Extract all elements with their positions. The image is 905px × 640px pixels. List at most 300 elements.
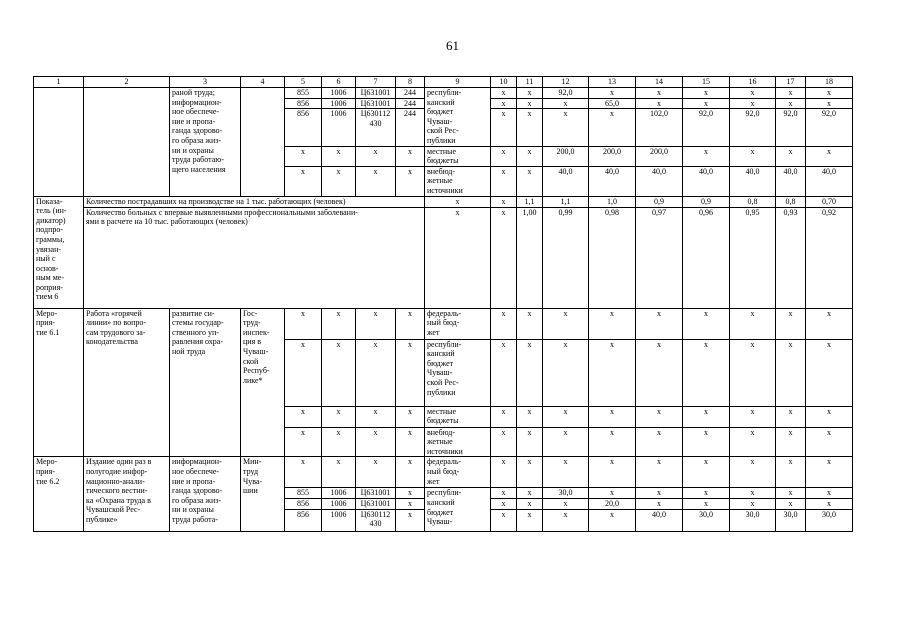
column-number: 2 <box>84 77 170 88</box>
budget-code <box>356 88 396 147</box>
sub-lines <box>356 147 395 157</box>
budget-code: x <box>356 406 396 427</box>
amount: x <box>683 308 730 339</box>
amount: x <box>517 308 543 339</box>
amount <box>491 457 517 488</box>
sub-value: x <box>408 457 412 467</box>
budget-code: x <box>285 308 322 339</box>
indicator-value: 0,8 <box>730 196 776 207</box>
sub-value: x <box>683 98 729 109</box>
amount <box>491 88 517 147</box>
sub-lines <box>636 88 682 119</box>
amount <box>589 488 636 532</box>
amount <box>683 457 730 488</box>
sub-value: x <box>527 146 532 156</box>
sub-value: x <box>501 509 506 519</box>
funding-source: республи- канский бюджет Чуваш- <box>425 488 491 532</box>
sub-lines <box>356 488 395 528</box>
sub-lines <box>491 457 516 467</box>
sub-lines <box>683 147 729 157</box>
sub-lines <box>730 167 775 177</box>
column-number: 1 <box>34 77 84 88</box>
budget-code <box>285 488 322 532</box>
indicator-value: 0,96 <box>683 207 730 308</box>
indicator-value: 0,97 <box>636 207 683 308</box>
column-number: 9 <box>425 77 491 88</box>
sub-lines <box>322 147 355 157</box>
budget-code <box>396 166 425 196</box>
amount: x <box>683 339 730 406</box>
sub-lines <box>491 147 516 157</box>
sub-lines <box>285 167 321 177</box>
sub-value: x <box>543 98 588 109</box>
budget-table <box>33 76 853 532</box>
measure-row <box>34 308 853 339</box>
sub-value: x <box>730 88 775 98</box>
sub-lines <box>589 488 635 519</box>
sub-value: x <box>527 509 532 519</box>
amount <box>491 166 517 196</box>
sub-lines <box>285 147 321 157</box>
indicator-value: 0,9 <box>683 196 730 207</box>
sub-lines <box>806 88 852 119</box>
sub-value: 65,0 <box>589 98 635 109</box>
amount: x <box>776 339 806 406</box>
indicator-value: x <box>425 207 491 308</box>
indicator-value: 0,98 <box>589 207 636 308</box>
column-number: 13 <box>589 77 636 88</box>
sub-value: 92,0 <box>543 88 588 98</box>
indicator-value: 0,99 <box>543 207 589 308</box>
indicator-value: 1,1 <box>517 196 543 207</box>
measure-purpose: информацион- ное обеспече- ние и пропа- ганда здорово- го образа жиз- ни и охраны труда работа- <box>170 457 241 532</box>
amount <box>589 457 636 488</box>
amount <box>806 488 853 532</box>
sub-lines <box>396 88 424 119</box>
sub-value: x <box>301 166 305 176</box>
amount: x <box>636 308 683 339</box>
sub-value: x <box>776 88 805 98</box>
measure-row <box>34 457 853 488</box>
sub-value: 856 <box>285 498 321 509</box>
amount: x <box>636 406 683 427</box>
sub-value: x <box>543 498 588 509</box>
sub-value: Ц630112 430 <box>360 509 391 529</box>
sub-value: 856 <box>285 98 321 109</box>
sub-lines <box>589 88 635 119</box>
sub-value: x <box>501 109 506 119</box>
budget-code: x <box>285 427 322 457</box>
sub-lines <box>543 88 588 119</box>
sub-lines <box>517 88 542 119</box>
sub-value: x <box>636 498 682 509</box>
budget-code: x <box>322 427 356 457</box>
sub-lines <box>322 88 355 119</box>
sub-value: x <box>301 146 305 156</box>
budget-code <box>396 88 425 147</box>
sub-value: 40,0 <box>605 166 619 176</box>
sub-value: 200,0 <box>556 146 575 156</box>
amount: x <box>806 427 853 457</box>
sub-value: x <box>683 88 729 98</box>
funding-source: местные бюджеты <box>425 406 491 427</box>
budget-code <box>356 457 396 488</box>
sub-value: 1006 <box>322 88 355 98</box>
amount <box>589 88 636 147</box>
budget-code: x <box>356 427 396 457</box>
sub-value: x <box>491 488 516 498</box>
sub-value: x <box>501 166 506 176</box>
sub-lines <box>322 457 355 467</box>
sub-value: x <box>563 509 568 519</box>
budget-code: x <box>285 406 322 427</box>
indicator-value: x <box>491 207 517 308</box>
amount: x <box>491 308 517 339</box>
amount <box>636 457 683 488</box>
amount <box>636 488 683 532</box>
budget-code <box>322 457 356 488</box>
sub-value: x <box>750 457 755 467</box>
sub-value: x <box>517 98 542 109</box>
amount <box>776 457 806 488</box>
sub-lines <box>517 147 542 157</box>
page-number: 61 <box>446 38 459 53</box>
amount <box>776 146 806 166</box>
budget-code: x <box>396 339 425 406</box>
amount: x <box>730 406 776 427</box>
budget-code <box>285 457 322 488</box>
sub-value: x <box>788 146 793 156</box>
sub-value: 200,0 <box>603 146 621 156</box>
indicator-value: 0,8 <box>776 196 806 207</box>
budget-code <box>396 457 425 488</box>
sub-value: Ц631001 <box>356 88 395 98</box>
measure-title: Работа «горячей линии» по вопро- сам трудового за- конодательства <box>84 308 170 457</box>
amount <box>683 488 730 532</box>
amount <box>543 146 589 166</box>
indicator-value: x <box>491 196 517 207</box>
budget-code: x <box>396 406 425 427</box>
amount: x <box>491 406 517 427</box>
column-number: 10 <box>491 77 517 88</box>
sub-value: x <box>776 488 805 498</box>
sub-value: 92,0 <box>745 109 760 119</box>
sub-value: 30,0 <box>699 509 713 519</box>
budget-code: x <box>356 339 396 406</box>
budget-code <box>396 488 425 532</box>
sub-lines <box>589 167 635 177</box>
indicator-row <box>34 207 853 308</box>
sub-lines <box>543 147 588 157</box>
sub-value: x <box>517 88 542 98</box>
sub-value: x <box>776 98 805 109</box>
sub-lines <box>730 147 775 157</box>
amount <box>517 457 543 488</box>
sub-lines <box>683 457 729 467</box>
sub-lines <box>356 88 395 128</box>
amount <box>491 146 517 166</box>
budget-code <box>285 166 322 196</box>
funding-source: республи- канский бюджет Чуваш- ской Рес- публики <box>425 88 491 147</box>
sub-lines <box>396 167 424 177</box>
amount: x <box>806 308 853 339</box>
sub-lines <box>356 457 395 467</box>
sub-value: x <box>704 457 708 467</box>
amount: x <box>730 427 776 457</box>
empty-cell <box>241 88 285 197</box>
amount <box>543 166 589 196</box>
budget-code <box>396 146 425 166</box>
sub-value: x <box>527 166 532 176</box>
amount <box>776 166 806 196</box>
sub-value: x <box>408 166 412 176</box>
empty-cell <box>34 88 84 197</box>
amount: x <box>683 427 730 457</box>
responsible-executor: Гос- труд- инспек- ция в Чуваш- ской Респуб- лике* <box>241 308 285 457</box>
amount <box>543 457 589 488</box>
sub-value: 40,0 <box>822 166 836 176</box>
sub-value: x <box>336 166 341 176</box>
indicator-text: Количество больных с впервые выявленными профессиональными заболевани- ями в расчете на 10 тыс. работающих (человек) <box>84 207 425 308</box>
amount <box>589 146 636 166</box>
indicator-text: Количество пострадавших на производстве на 1 тыс. работающих (человек) <box>84 196 425 207</box>
column-number: 15 <box>683 77 730 88</box>
sub-value: x <box>336 457 341 467</box>
sub-value: x <box>491 98 516 109</box>
sub-value: x <box>301 457 305 467</box>
sub-lines <box>285 88 321 119</box>
measure-title: Издание один раз в полугодие инфор- мационно-анали- тического вестни- ка «Охрана труда в Чувашской Рес- публике» <box>84 457 170 532</box>
sub-lines <box>636 488 682 519</box>
sub-value: x <box>610 109 614 119</box>
amount <box>730 488 776 532</box>
amount <box>730 88 776 147</box>
column-number: 11 <box>517 77 543 88</box>
amount: x <box>589 308 636 339</box>
amount <box>806 88 853 147</box>
budget-code <box>356 488 396 532</box>
sub-lines <box>636 147 682 157</box>
amount: x <box>589 406 636 427</box>
sub-lines <box>730 488 775 519</box>
measure-purpose: развитие си- стемы государ- ственного уп- равления охра- ной труда <box>170 308 241 457</box>
sub-value: x <box>373 457 378 467</box>
sub-value: 244 <box>396 88 424 98</box>
amount: x <box>636 427 683 457</box>
sub-value: 30,0 <box>745 509 760 519</box>
sub-value: 20,0 <box>589 498 635 509</box>
sub-lines <box>730 88 775 119</box>
amount <box>543 88 589 147</box>
amount: x <box>636 339 683 406</box>
sub-lines <box>589 457 635 467</box>
column-number: 7 <box>356 77 396 88</box>
column-number: 6 <box>322 77 356 88</box>
sub-lines <box>730 457 775 467</box>
amount: x <box>517 339 543 406</box>
sub-value: x <box>730 98 775 109</box>
amount <box>543 488 589 532</box>
sub-value: x <box>610 457 614 467</box>
amount: x <box>543 308 589 339</box>
purpose-text: раной труда; информацион- ное обеспече- ние и пропа- ганда здорово- го образа жиз- ни и охраны труда работаю- щего населения <box>170 88 241 197</box>
sub-value: x <box>730 498 775 509</box>
sub-value: 855 <box>285 488 321 498</box>
sub-lines <box>491 488 516 519</box>
sub-value: x <box>373 166 378 176</box>
sub-value: x <box>491 88 516 98</box>
amount <box>517 146 543 166</box>
budget-code: x <box>356 308 396 339</box>
sub-value: x <box>636 98 682 109</box>
sub-value: x <box>776 498 805 509</box>
sub-lines <box>589 147 635 157</box>
sub-value: Ц631001 <box>356 498 395 509</box>
sub-value: Ц630112 430 <box>360 109 391 128</box>
budget-code: x <box>322 308 356 339</box>
column-number: 8 <box>396 77 425 88</box>
sub-lines <box>683 88 729 119</box>
amount <box>636 88 683 147</box>
sub-value: x <box>827 146 831 156</box>
sub-value: 244 <box>396 98 424 109</box>
amount: x <box>776 308 806 339</box>
indicator-value: x <box>425 196 491 207</box>
sub-value: x <box>636 88 682 98</box>
amount <box>636 166 683 196</box>
sub-value: x <box>750 146 755 156</box>
amount <box>589 166 636 196</box>
sub-value: x <box>336 146 341 156</box>
amount <box>776 88 806 147</box>
sub-value: x <box>683 498 729 509</box>
sub-value: x <box>730 488 775 498</box>
sub-value: Ц631001 <box>356 488 395 498</box>
amount <box>636 146 683 166</box>
sub-value: 244 <box>404 109 416 119</box>
indicator-value: 0,9 <box>636 196 683 207</box>
indicator-value: 1,0 <box>589 196 636 207</box>
sub-lines <box>396 488 424 519</box>
sub-value: 856 <box>297 109 309 119</box>
amount: x <box>491 339 517 406</box>
sub-lines <box>517 167 542 177</box>
sub-value: 1006 <box>322 98 355 109</box>
amount: x <box>543 339 589 406</box>
sub-lines <box>683 167 729 177</box>
amount: x <box>543 406 589 427</box>
measure-label: Меро- прия- тие 6.2 <box>34 457 84 532</box>
amount <box>517 166 543 196</box>
budget-code <box>322 488 356 532</box>
responsible-executor: Мин- труд Чува- шии <box>241 457 285 532</box>
column-number: 17 <box>776 77 806 88</box>
funding-source: республи- канский бюджет Чуваш- ской Рес- публики <box>425 339 491 406</box>
sub-lines <box>543 167 588 177</box>
amount <box>806 457 853 488</box>
sub-lines <box>776 167 805 177</box>
sub-lines <box>322 167 355 177</box>
sub-lines <box>806 457 852 467</box>
sub-lines <box>356 167 395 177</box>
sub-value: x <box>788 457 793 467</box>
sub-value: 30,0 <box>822 509 836 519</box>
indicator-value: 1,1 <box>543 196 589 207</box>
amount <box>683 166 730 196</box>
sub-lines <box>636 457 682 467</box>
amount: x <box>776 427 806 457</box>
column-number: 16 <box>730 77 776 88</box>
sub-lines <box>636 167 682 177</box>
amount: x <box>589 427 636 457</box>
sub-lines <box>776 488 805 519</box>
funding-source: внебюд- жетные источники <box>425 166 491 196</box>
continuation-row <box>34 88 853 147</box>
sub-lines <box>396 457 424 467</box>
indicator-value: 0,70 <box>806 196 853 207</box>
sub-lines <box>396 147 424 157</box>
measure-label: Меро- прия- тие 6.1 <box>34 308 84 457</box>
sub-value: 1006 <box>322 498 355 509</box>
column-number: 5 <box>285 77 322 88</box>
indicator-value: 0,92 <box>806 207 853 308</box>
sub-value: 1006 <box>330 109 347 119</box>
sub-value: 1006 <box>322 488 355 498</box>
sub-value: x <box>827 457 831 467</box>
sub-value: x <box>563 457 568 467</box>
sub-lines <box>543 488 588 519</box>
empty-cell <box>84 88 170 197</box>
sub-value: x <box>806 98 852 109</box>
sub-value: Ц631001 <box>356 98 395 109</box>
sub-value: 1006 <box>330 509 347 519</box>
column-number: 14 <box>636 77 683 88</box>
sub-lines <box>806 167 852 177</box>
amount: x <box>491 427 517 457</box>
sub-value: 102,0 <box>650 109 668 119</box>
sub-value: x <box>517 488 542 498</box>
sub-value: x <box>501 146 506 156</box>
budget-code <box>322 88 356 147</box>
amount <box>730 166 776 196</box>
sub-lines <box>776 147 805 157</box>
sub-lines <box>517 457 542 467</box>
sub-value: x <box>501 457 506 467</box>
indicator-label: Показа- тель (ин- дикатор) подпро- граммы, увязан- ный с основ- ным ме- роприя- тием 6 <box>34 196 84 308</box>
amount <box>517 488 543 532</box>
sub-value: x <box>589 88 635 98</box>
sub-value: x <box>408 146 412 156</box>
column-number: 18 <box>806 77 853 88</box>
sub-value: x <box>527 457 532 467</box>
budget-code <box>285 88 322 147</box>
sub-lines <box>285 457 321 467</box>
column-number: 3 <box>170 77 241 88</box>
sub-value: 40,0 <box>745 166 760 176</box>
sub-value: x <box>517 498 542 509</box>
funding-source: федераль- ный бюд- жет <box>425 457 491 488</box>
sub-value: x <box>704 146 708 156</box>
sub-lines <box>806 147 852 157</box>
funding-source: местные бюджеты <box>425 146 491 166</box>
amount: x <box>730 339 776 406</box>
indicator-row <box>34 196 853 207</box>
sub-lines <box>776 457 805 467</box>
sub-value: 40,0 <box>783 166 798 176</box>
amount <box>491 488 517 532</box>
budget-code <box>356 146 396 166</box>
sub-value: 855 <box>285 88 321 98</box>
